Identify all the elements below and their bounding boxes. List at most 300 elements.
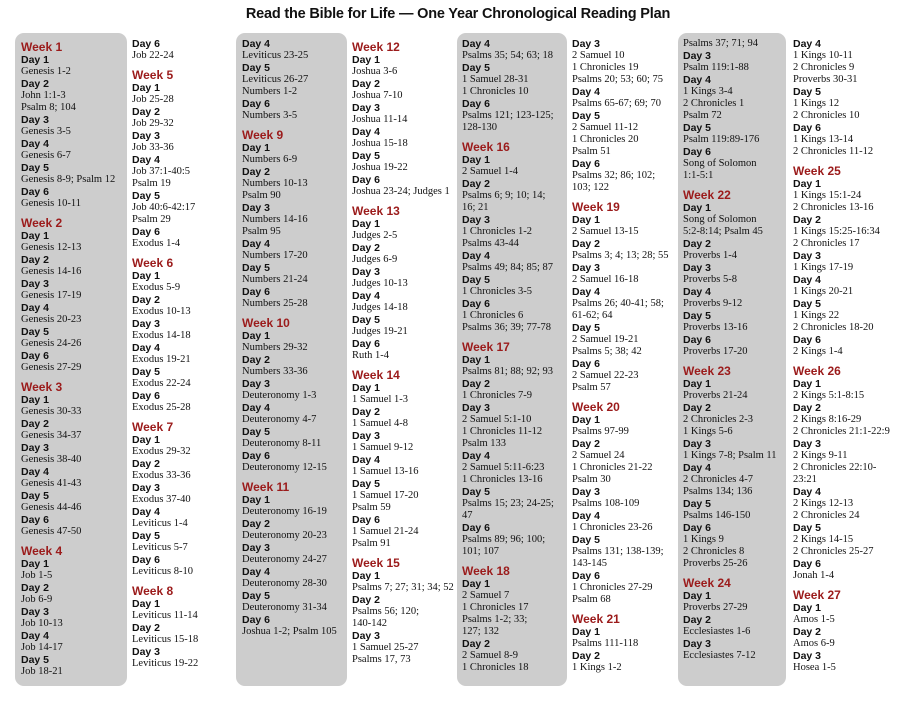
reading-passage: Psalms 37; 71; 94 <box>683 38 758 49</box>
reading-passage: 1 Chronicles 23-26 <box>572 522 653 533</box>
reading-passage: Psalm 90 <box>242 190 281 201</box>
day-label: Day 2 <box>572 650 601 662</box>
day-label: Day 1 <box>793 378 822 390</box>
reading-passage: 1 Chronicles 18 <box>462 662 529 673</box>
reading-passage: Psalms 3; 4; 13; 28; 55 <box>572 250 669 261</box>
day-label: Day 3 <box>21 278 50 290</box>
day-label: Day 1 <box>793 602 822 614</box>
reading-passage: Psalms 81; 88; 92; 93 <box>462 366 554 377</box>
week-heading: Week 16 <box>462 140 510 154</box>
reading-passage: 2 Samuel 13-15 <box>572 226 639 237</box>
week-heading: Week 9 <box>242 128 284 142</box>
week-heading: Week 11 <box>242 480 290 494</box>
day-label: Day 4 <box>352 290 381 302</box>
day-label: Day 4 <box>683 286 712 298</box>
day-label: Day 1 <box>352 218 381 230</box>
day-label: Day 5 <box>572 534 601 546</box>
reading-passage: Numbers 14-16 <box>242 214 308 225</box>
day-label: Day 6 <box>242 286 271 298</box>
day-label: Day 6 <box>352 514 381 526</box>
reading-passage: Psalm 72 <box>683 110 722 121</box>
day-label: Day 1 <box>132 434 161 446</box>
reading-passage: Psalm 59 <box>352 502 391 513</box>
day-label: Day 1 <box>683 378 712 390</box>
week-heading: Week 27 <box>793 588 841 602</box>
reading-passage: Ecclesiastes 7-12 <box>683 650 756 661</box>
reading-passage: 2 Samuel 7 <box>462 590 510 601</box>
day-label: Day 6 <box>132 38 161 50</box>
reading-passage: Genesis 38-40 <box>21 454 82 465</box>
day-label: Day 3 <box>352 430 381 442</box>
day-label: Day 4 <box>132 154 161 166</box>
day-label: Day 5 <box>793 298 822 310</box>
week-heading: Week 4 <box>21 544 63 558</box>
reading-passage: 2 Kings 12-13 <box>793 498 854 509</box>
day-label: Day 3 <box>683 50 712 62</box>
reading-passage: 2 Kings 5:1-8:15 <box>793 390 865 401</box>
reading-passage: Numbers 6-9 <box>242 154 298 165</box>
week-heading: Week 26 <box>793 364 841 378</box>
day-label: Day 6 <box>132 226 161 238</box>
reading-passage: Exodus 33-36 <box>132 470 191 481</box>
reading-passage: 2 Chronicles 10 <box>793 110 860 121</box>
reading-passage: Deuteronomy 31-34 <box>242 602 327 613</box>
week-heading: Week 12 <box>352 40 400 54</box>
reading-passage: Genesis 30-33 <box>21 406 82 417</box>
day-label: Day 3 <box>352 630 381 642</box>
day-label: Day 2 <box>21 254 50 266</box>
week-heading: Week 19 <box>572 200 620 214</box>
reading-passage: Leviticus 15-18 <box>132 634 199 645</box>
reading-passage: Psalms 49; 84; 85; 87 <box>462 262 554 273</box>
day-label: Day 1 <box>462 354 491 366</box>
reading-passage: Psalms 56; 120; <box>352 606 420 617</box>
reading-passage: Job 33-36 <box>132 142 174 153</box>
reading-passage: 2 Chronicles 17 <box>793 238 860 249</box>
reading-passage: Proverbs 27-29 <box>683 602 748 613</box>
reading-passage: Psalm 8; 104 <box>21 102 76 113</box>
reading-passage: Ecclesiastes 1-6 <box>683 626 751 637</box>
column-1 <box>21 38 133 678</box>
column-7 <box>683 38 795 662</box>
reading-passage: 1 Kings 22 <box>793 310 840 321</box>
reading-passage: Proverbs 25-26 <box>683 558 748 569</box>
reading-passage: Proverbs 21-24 <box>683 390 748 401</box>
day-label: Day 4 <box>683 462 712 474</box>
reading-passage: Psalms 108-109 <box>572 498 640 509</box>
day-label: Day 2 <box>683 614 712 626</box>
reading-passage: 1 Kings 5-6 <box>683 426 733 437</box>
reading-passage: Genesis 6-7 <box>21 150 71 161</box>
reading-passage: 2 Kings 14-15 <box>793 534 854 545</box>
reading-passage: 1 Chronicles 11-12 <box>462 426 543 437</box>
reading-passage: Psalm 29 <box>132 214 171 225</box>
week-heading: Week 17 <box>462 340 510 354</box>
reading-passage: Job 14-17 <box>21 642 63 653</box>
day-label: Day 5 <box>242 426 271 438</box>
day-label: Day 6 <box>132 554 161 566</box>
reading-passage: Genesis 3-5 <box>21 126 71 137</box>
reading-passage: 2 Chronicles 24 <box>793 510 860 521</box>
column-2 <box>132 38 244 670</box>
reading-passage: 2 Chronicles 18-20 <box>793 322 874 333</box>
day-label: Day 3 <box>793 438 822 450</box>
column-8 <box>793 38 905 674</box>
reading-passage: 1 Samuel 25-27 <box>352 642 419 653</box>
day-label: Day 2 <box>462 378 491 390</box>
reading-passage: Hosea 1-5 <box>793 662 836 673</box>
week-heading: Week 23 <box>683 364 731 378</box>
day-label: Day 6 <box>793 334 822 346</box>
reading-passage: Leviticus 23-25 <box>242 50 309 61</box>
day-label: Day 1 <box>21 54 50 66</box>
reading-passage: Genesis 8-9; Psalm 12 <box>21 174 116 185</box>
day-label: Day 4 <box>242 566 271 578</box>
reading-passage: Deuteronomy 24-27 <box>242 554 327 565</box>
day-label: Day 2 <box>462 638 491 650</box>
day-label: Day 2 <box>793 626 822 638</box>
reading-passage: Job 29-32 <box>132 118 174 129</box>
day-label: Day 2 <box>132 106 161 118</box>
reading-passage: Psalms 26; 40-41; 58; <box>572 298 664 309</box>
reading-passage: 2 Chronicles 21:1-22:9 <box>793 426 890 437</box>
day-label: Day 2 <box>21 418 50 430</box>
reading-passage: Genesis 47-50 <box>21 526 82 537</box>
reading-passage: Song of Solomon <box>683 158 757 169</box>
reading-passage: 47 <box>462 510 473 521</box>
day-label: Day 1 <box>352 382 381 394</box>
reading-passage: Joshua 15-18 <box>352 138 408 149</box>
reading-passage: Deuteronomy 20-23 <box>242 530 327 541</box>
reading-passage: Psalm 51 <box>572 146 611 157</box>
day-label: Day 4 <box>683 74 712 86</box>
reading-passage: 1 Samuel 17-20 <box>352 490 419 501</box>
reading-passage: Genesis 41-43 <box>21 478 82 489</box>
day-label: Day 1 <box>132 270 161 282</box>
reading-passage: Exodus 1-4 <box>132 238 181 249</box>
reading-passage: Amos 1-5 <box>793 614 835 625</box>
day-label: Day 6 <box>462 298 491 310</box>
day-label: Day 2 <box>132 294 161 306</box>
day-label: Day 5 <box>21 326 50 338</box>
reading-passage: 1 Kings 10-11 <box>793 50 853 61</box>
reading-passage: Psalm 19 <box>132 178 171 189</box>
day-label: Day 3 <box>683 262 712 274</box>
day-label: Day 5 <box>572 110 601 122</box>
day-label: Day 4 <box>793 274 822 286</box>
day-label: Day 4 <box>21 138 50 150</box>
reading-passage: Psalms 17, 73 <box>352 654 411 665</box>
day-label: Day 6 <box>462 522 491 534</box>
day-label: Day 6 <box>572 158 601 170</box>
reading-passage: 2 Samuel 11-12 <box>572 122 639 133</box>
reading-passage: 2 Samuel 16-18 <box>572 274 639 285</box>
reading-passage: 1 Kings 17-19 <box>793 262 854 273</box>
day-label: Day 5 <box>21 654 50 666</box>
day-label: Day 1 <box>352 570 381 582</box>
reading-passage: 5:2-8:14; Psalm 45 <box>683 226 763 237</box>
day-label: Day 4 <box>132 342 161 354</box>
day-label: Day 3 <box>462 402 491 414</box>
reading-passage: Exodus 22-24 <box>132 378 191 389</box>
day-label: Day 3 <box>572 38 601 50</box>
day-label: Day 1 <box>21 394 50 406</box>
day-label: Day 4 <box>572 86 601 98</box>
day-label: Day 5 <box>242 62 271 74</box>
day-label: Day 3 <box>132 130 161 142</box>
reading-passage: Psalms 15; 23; 24-25; <box>462 498 554 509</box>
day-label: Day 1 <box>132 82 161 94</box>
reading-passage: Amos 6-9 <box>793 638 835 649</box>
day-label: Day 2 <box>683 238 712 250</box>
reading-passage: 1 Samuel 28-31 <box>462 74 529 85</box>
reading-passage: Deuteronomy 8-11 <box>242 438 322 449</box>
day-label: Day 4 <box>21 466 50 478</box>
reading-passage: Exodus 37-40 <box>132 494 191 505</box>
day-label: Day 2 <box>21 78 50 90</box>
reading-passage: Psalm 133 <box>462 438 507 449</box>
reading-passage: 2 Kings 8:16-29 <box>793 414 862 425</box>
week-heading: Week 5 <box>132 68 174 82</box>
reading-passage: Exodus 5-9 <box>132 282 181 293</box>
reading-passage: Genesis 12-13 <box>21 242 82 253</box>
day-label: Day 4 <box>352 126 381 138</box>
day-label: Day 5 <box>352 314 381 326</box>
reading-passage: 2 Samuel 5:11-6:23 <box>462 462 545 473</box>
reading-passage: Psalms 20; 53; 60; 75 <box>572 74 664 85</box>
day-label: Day 3 <box>21 442 50 454</box>
day-label: Day 6 <box>242 450 271 462</box>
day-label: Day 5 <box>242 262 271 274</box>
day-label: Day 6 <box>352 338 381 350</box>
column-6 <box>572 38 684 674</box>
week-heading: Week 18 <box>462 564 510 578</box>
reading-passage: Psalms 65-67; 69; 70 <box>572 98 661 109</box>
day-label: Day 4 <box>132 506 161 518</box>
day-label: Day 5 <box>683 498 712 510</box>
reading-passage: 140-142 <box>352 618 387 629</box>
reading-passage: Psalms 146-150 <box>683 510 751 521</box>
day-label: Day 6 <box>462 98 491 110</box>
week-heading: Week 24 <box>683 576 731 590</box>
reading-passage: 1 Kings 20-21 <box>793 286 854 297</box>
reading-passage: Genesis 14-16 <box>21 266 82 277</box>
day-label: Day 4 <box>21 302 50 314</box>
day-label: Day 6 <box>352 174 381 186</box>
reading-passage: 2 Chronicles 8 <box>683 546 745 557</box>
day-label: Day 3 <box>132 646 161 658</box>
day-label: Day 1 <box>572 214 601 226</box>
day-label: Day 4 <box>572 510 601 522</box>
reading-passage: Numbers 10-13 <box>242 178 308 189</box>
reading-passage: Leviticus 11-14 <box>132 610 198 621</box>
reading-passage: Judges 19-21 <box>352 326 408 337</box>
reading-passage: Proverbs 13-16 <box>683 322 748 333</box>
reading-passage: Psalms 111-118 <box>572 638 639 649</box>
day-label: Day 1 <box>352 54 381 66</box>
day-label: Day 3 <box>793 250 822 262</box>
reading-passage: Job 22-24 <box>132 50 174 61</box>
reading-passage: Numbers 21-24 <box>242 274 308 285</box>
reading-passage: 1 Chronicles 7-9 <box>462 390 532 401</box>
day-label: Day 1 <box>462 154 491 166</box>
day-label: Day 6 <box>21 350 50 362</box>
reading-passage: 1 Chronicles 17 <box>462 602 529 613</box>
week-heading: Week 14 <box>352 368 400 382</box>
reading-passage: 1 Kings 7-8; Psalm 11 <box>683 450 777 461</box>
reading-passage: Psalms 89; 96; 100; <box>462 534 546 545</box>
reading-passage: 2 Chronicles 2-3 <box>683 414 753 425</box>
reading-passage: Leviticus 19-22 <box>132 658 199 669</box>
reading-passage: 2 Samuel 8-9 <box>462 650 518 661</box>
day-label: Day 3 <box>793 650 822 662</box>
day-label: Day 3 <box>462 214 491 226</box>
reading-passage: Psalms 131; 138-139; <box>572 546 664 557</box>
reading-passage: Joshua 1-2; Psalm 105 <box>242 626 337 637</box>
reading-passage: 2 Samuel 1-4 <box>462 166 518 177</box>
day-label: Day 3 <box>132 482 161 494</box>
day-label: Day 4 <box>572 286 601 298</box>
day-label: Day 1 <box>572 626 601 638</box>
reading-passage: 2 Samuel 10 <box>572 50 625 61</box>
day-label: Day 5 <box>462 274 491 286</box>
reading-passage: Numbers 33-36 <box>242 366 308 377</box>
reading-passage: 61-62; 64 <box>572 310 613 321</box>
reading-passage: Psalm 119:1-88 <box>683 62 749 73</box>
day-label: Day 2 <box>21 582 50 594</box>
reading-passage: 101; 107 <box>462 546 500 557</box>
reading-passage: Numbers 29-32 <box>242 342 308 353</box>
day-label: Day 4 <box>242 402 271 414</box>
reading-passage: 1 Kings 9 <box>683 534 724 545</box>
day-label: Day 4 <box>462 450 491 462</box>
day-label: Day 3 <box>352 266 381 278</box>
day-label: Day 2 <box>572 238 601 250</box>
day-label: Day 3 <box>352 102 381 114</box>
reading-passage: Genesis 34-37 <box>21 430 82 441</box>
reading-passage: Job 6-9 <box>21 594 53 605</box>
reading-passage: 1 Chronicles 19 <box>572 62 639 73</box>
day-label: Day 2 <box>793 214 822 226</box>
reading-passage: Exodus 14-18 <box>132 330 191 341</box>
day-label: Day 3 <box>572 262 601 274</box>
day-label: Day 1 <box>21 558 50 570</box>
reading-passage: 2 Samuel 24 <box>572 450 625 461</box>
reading-passage: Numbers 25-28 <box>242 298 308 309</box>
day-label: Day 3 <box>242 542 271 554</box>
day-label: Day 6 <box>132 390 161 402</box>
week-heading: Week 21 <box>572 612 620 626</box>
reading-passage: Exodus 19-21 <box>132 354 191 365</box>
day-label: Day 2 <box>132 458 161 470</box>
week-heading: Week 25 <box>793 164 841 178</box>
day-label: Day 6 <box>242 98 271 110</box>
day-label: Day 1 <box>683 202 712 214</box>
day-label: Day 5 <box>683 122 712 134</box>
day-label: Day 3 <box>242 202 271 214</box>
reading-passage: Psalm 91 <box>352 538 391 549</box>
reading-passage: 2 Samuel 5:1-10 <box>462 414 532 425</box>
day-label: Day 4 <box>793 38 822 50</box>
reading-passage: Psalm 68 <box>572 594 611 605</box>
column-3 <box>242 38 354 638</box>
reading-passage: Deuteronomy 4-7 <box>242 414 317 425</box>
reading-passage: Psalms 6; 9; 10; 14; <box>462 190 546 201</box>
day-label: Day 5 <box>683 310 712 322</box>
reading-passage: 1 Kings 3-4 <box>683 86 733 97</box>
day-label: Day 4 <box>462 38 491 50</box>
day-label: Day 5 <box>352 150 381 162</box>
reading-passage: Leviticus 26-27 <box>242 74 309 85</box>
reading-passage: 1 Kings 1-2 <box>572 662 622 673</box>
reading-passage: Numbers 17-20 <box>242 250 308 261</box>
week-heading: Week 13 <box>352 204 400 218</box>
reading-passage: 1 Samuel 1-3 <box>352 394 408 405</box>
reading-passage: 1 Samuel 4-8 <box>352 418 408 429</box>
day-label: Day 2 <box>793 402 822 414</box>
reading-passage: Psalm 57 <box>572 382 611 393</box>
reading-passage: Job 37:1-40:5 <box>132 166 191 177</box>
day-label: Day 2 <box>242 354 271 366</box>
reading-passage: 1:1-5:1 <box>683 170 714 181</box>
reading-passage: Job 40:6-42:17 <box>132 202 196 213</box>
day-label: Day 4 <box>21 630 50 642</box>
day-label: Day 2 <box>132 622 161 634</box>
week-heading: Week 8 <box>132 584 174 598</box>
reading-passage: Psalms 7; 27; 31; 34; 52 <box>352 582 454 593</box>
day-label: Day 5 <box>242 590 271 602</box>
day-label: Day 6 <box>242 614 271 626</box>
reading-passage: John 1:1-3 <box>21 90 66 101</box>
reading-passage: Genesis 10-11 <box>21 198 81 209</box>
reading-passage: Psalm 30 <box>572 474 611 485</box>
day-label: Day 4 <box>793 486 822 498</box>
reading-passage: Numbers 3-5 <box>242 110 298 121</box>
day-label: Day 6 <box>683 522 712 534</box>
day-label: Day 3 <box>21 606 50 618</box>
week-heading: Week 10 <box>242 316 290 330</box>
reading-passage: Jonah 1-4 <box>793 570 835 581</box>
reading-passage: 128-130 <box>462 122 497 133</box>
day-label: Day 1 <box>242 142 271 154</box>
reading-passage: 1 Kings 12 <box>793 98 840 109</box>
reading-passage: Exodus 10-13 <box>132 306 191 317</box>
reading-passage: 1 Chronicles 1-2 <box>462 226 532 237</box>
reading-passage: Leviticus 1-4 <box>132 518 188 529</box>
day-label: Day 1 <box>132 598 161 610</box>
day-label: Day 1 <box>242 494 271 506</box>
day-label: Day 1 <box>462 578 491 590</box>
reading-passage: Judges 6-9 <box>352 254 398 265</box>
day-label: Day 5 <box>462 62 491 74</box>
day-label: Day 6 <box>683 334 712 346</box>
day-label: Day 1 <box>572 414 601 426</box>
day-label: Day 5 <box>132 530 161 542</box>
week-heading: Week 15 <box>352 556 400 570</box>
reading-passage: Proverbs 9-12 <box>683 298 743 309</box>
reading-passage: 1 Kings 15:25-16:34 <box>793 226 880 237</box>
reading-passage: Joshua 7-10 <box>352 90 403 101</box>
reading-passage: Numbers 1-2 <box>242 86 298 97</box>
day-label: Day 2 <box>352 242 381 254</box>
day-label: Day 2 <box>572 438 601 450</box>
day-label: Day 6 <box>793 558 822 570</box>
reading-passage: 127; 132 <box>462 626 500 637</box>
reading-passage: Proverbs 17-20 <box>683 346 748 357</box>
reading-passage: Leviticus 5-7 <box>132 542 188 553</box>
reading-passage: 2 Chronicles 25-27 <box>793 546 874 557</box>
week-heading: Week 1 <box>21 40 63 54</box>
